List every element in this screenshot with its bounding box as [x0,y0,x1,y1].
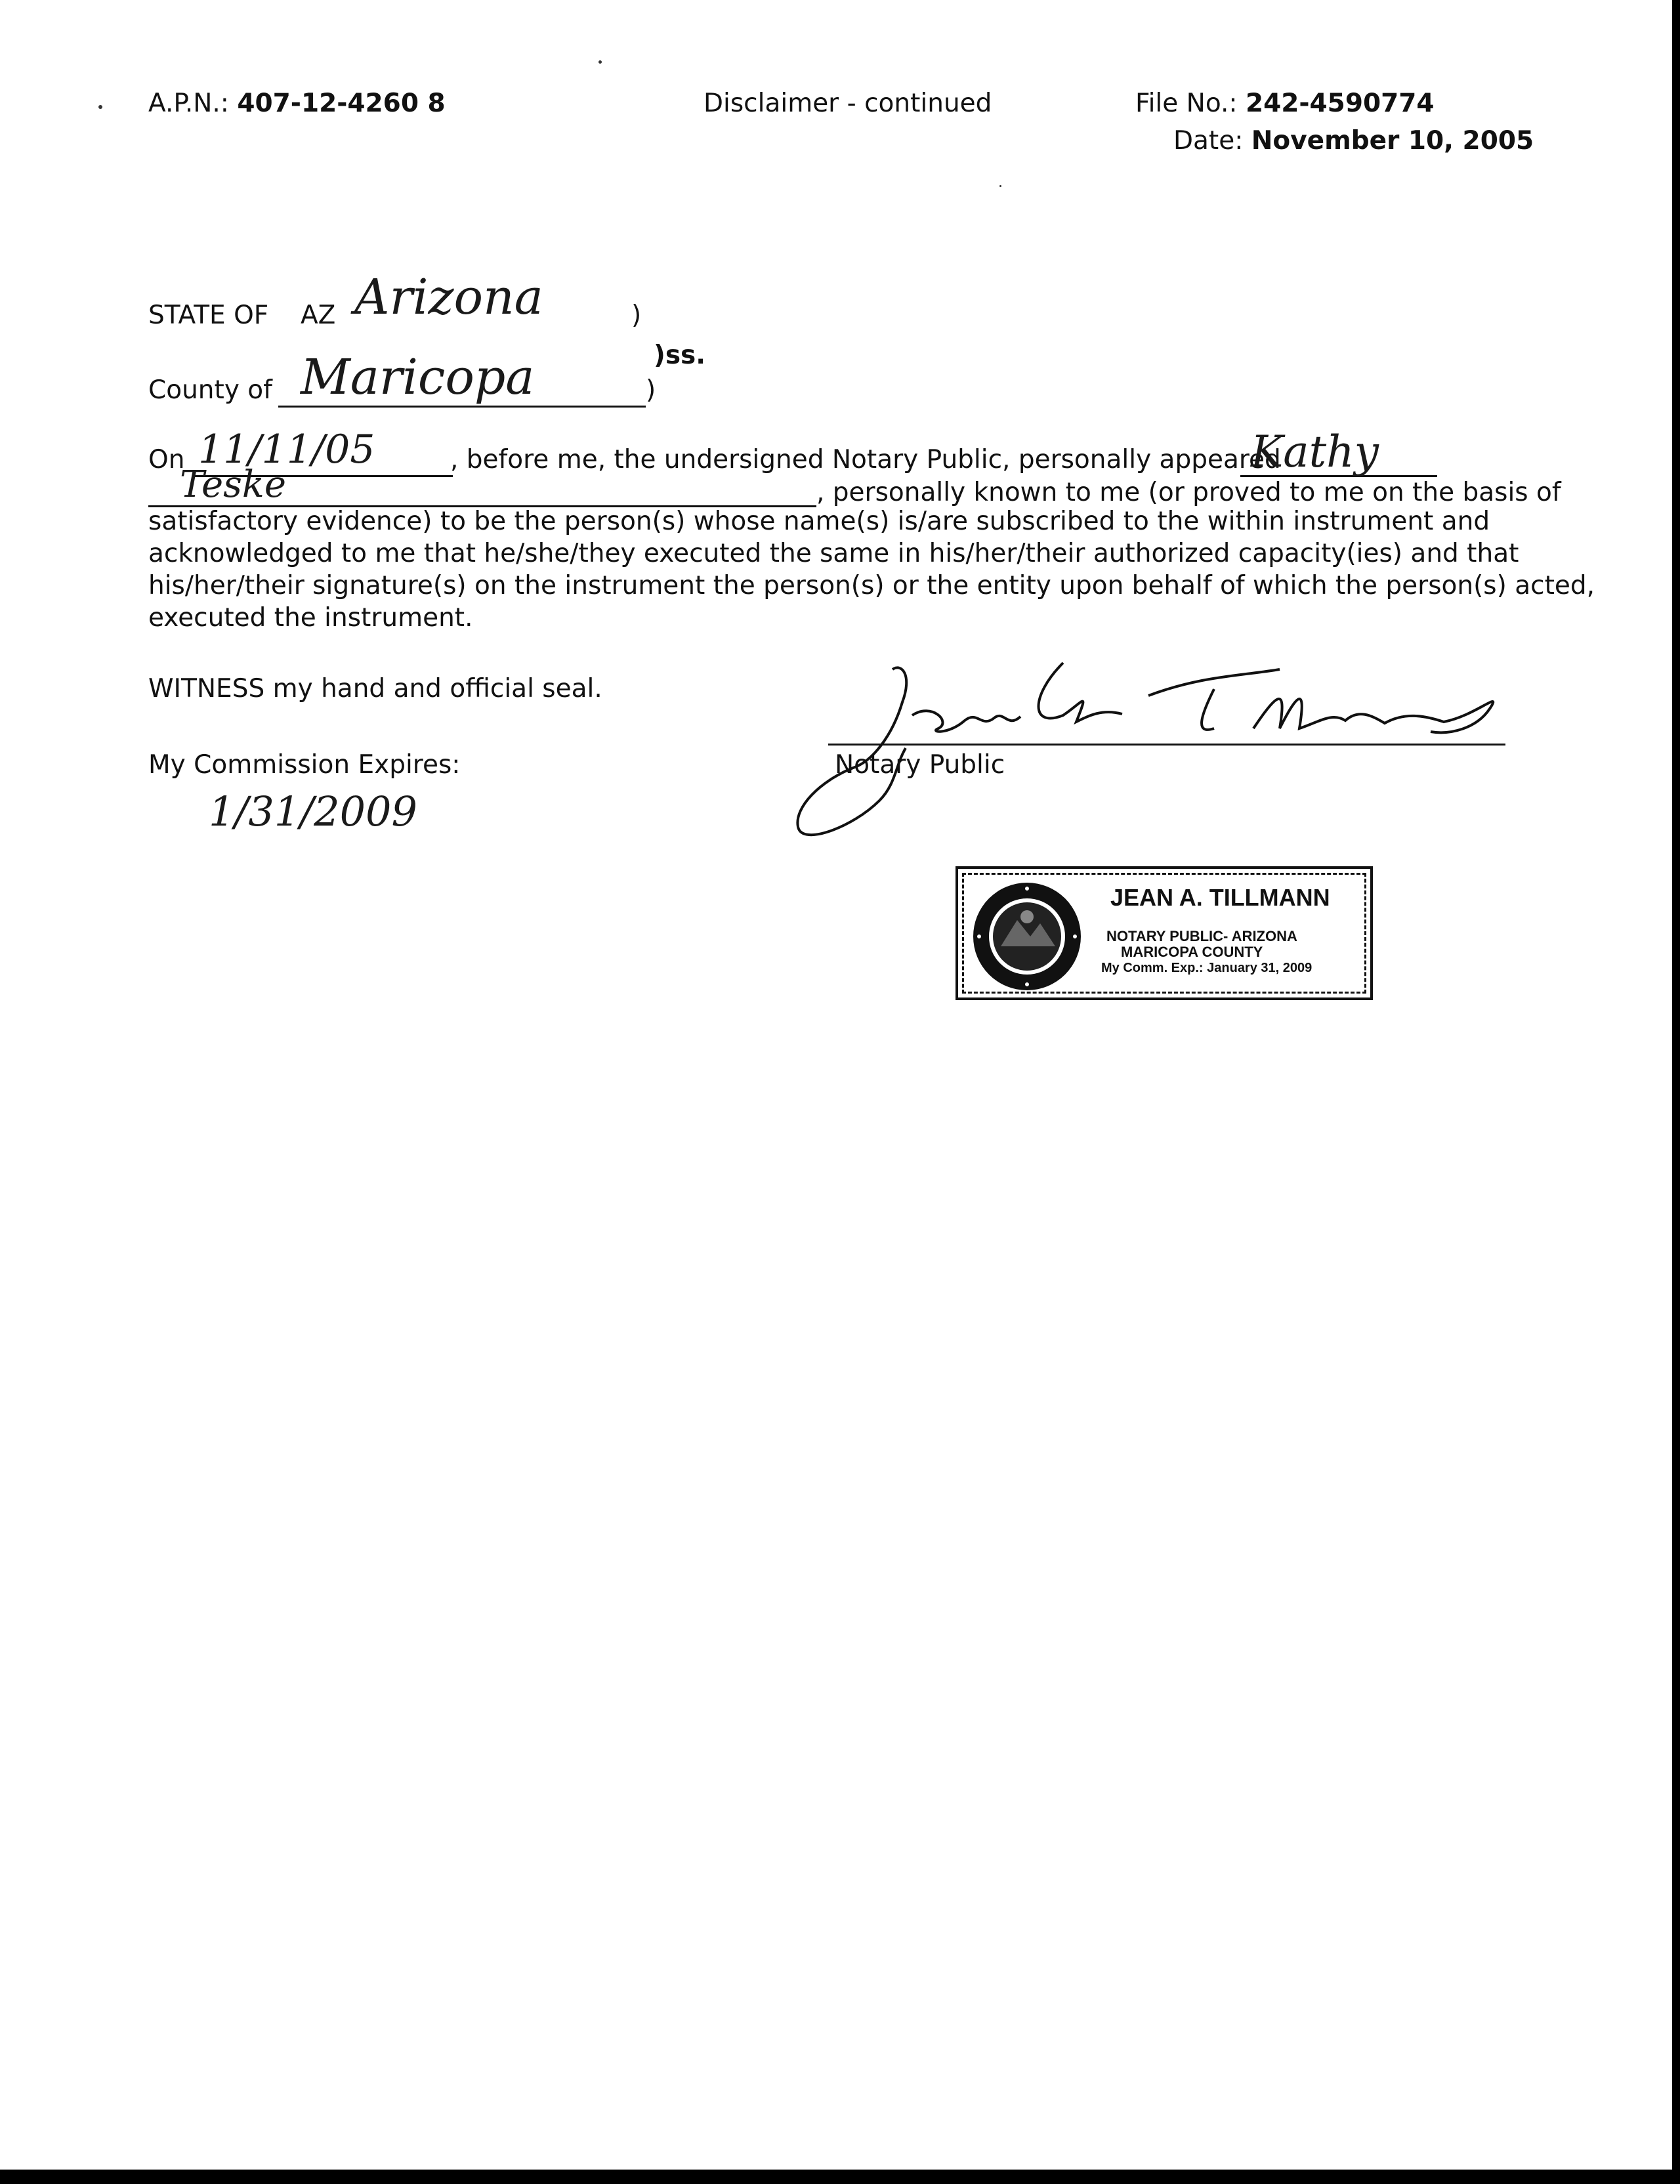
apn-label: A.P.N.: [148,89,229,118]
date-label: Date: [1173,126,1244,156]
witness-statement: WITNESS my hand and official seal. [148,674,602,704]
acknowledgment-clause-2: , personally known to me (or proved to me on the basis of [816,478,1561,507]
file-number-field [1135,88,1435,119]
stamp-line-1: NOTARY PUBLIC- ARIZONA [1106,928,1297,944]
commission-label: My Commission Expires: [148,750,461,780]
scan-border-bottom [0,2170,1680,2184]
state-label: STATE OF [148,301,269,330]
apn-value: 407-12-4260 8 [237,89,446,118]
ss-label: )ss. [654,341,706,370]
scan-speck [598,60,602,64]
venue-paren: ) [631,301,642,330]
stamp-line-3: My Comm. Exp.: January 31, 2009 [1101,961,1312,975]
acknowledgment-date-handwritten: 11/11/05 [198,427,375,472]
commission-expiry-handwritten: 1/31/2009 [209,788,417,835]
state-abbrev: AZ [301,301,336,330]
stamp-line-2: MARICOPA COUNTY [1121,944,1263,960]
state-handwritten: Arizona [354,269,543,326]
notary-signature-icon [781,650,1536,847]
scan-speck [98,105,102,109]
acknowledgment-line: executed the instrument. [148,603,473,633]
notary-public-label: Notary Public [835,750,1005,780]
apn-field [148,88,446,119]
acknowledgment-line: his/her/their signature(s) on the instrument the person(s) or the entity upon behalf of which the person(s) acted, [148,571,1595,600]
county-underline [278,406,646,408]
document-title: Disclaimer - continued [704,89,992,118]
acknowledgment-body [148,505,1595,634]
signer-last-name-handwritten: Teske [180,463,286,506]
acknowledgment-clause-1: , before me, the undersigned Notary Public, personally appeared [450,445,1281,474]
document-date-field [1173,125,1534,157]
county-handwritten: Maricopa [301,349,535,406]
notary-stamp [956,866,1373,1000]
acknowledgment-line: acknowledged to me that he/she/they executed the same in his/her/their authorized capacity(ies) and that [148,539,1519,568]
venue-paren: ) [646,375,656,405]
scan-speck [999,185,1001,187]
on-label: On [148,445,185,474]
signature-line [828,744,1505,746]
file-number-value: 242-4590774 [1245,89,1435,118]
stamp-name: JEAN A. TILLMANN [1110,884,1330,911]
acknowledgment-line: satisfactory evidence) to be the person(s) whose name(s) is/are subscribed to the within instrument and [148,507,1490,536]
file-number-label: File No.: [1135,89,1238,118]
scan-border-right [1672,0,1680,2184]
date-value: November 10, 2005 [1251,126,1534,156]
signer-first-name-handwritten: Kathy [1251,427,1379,477]
county-label: County of [148,375,272,405]
state-seal-icon [971,881,1083,992]
